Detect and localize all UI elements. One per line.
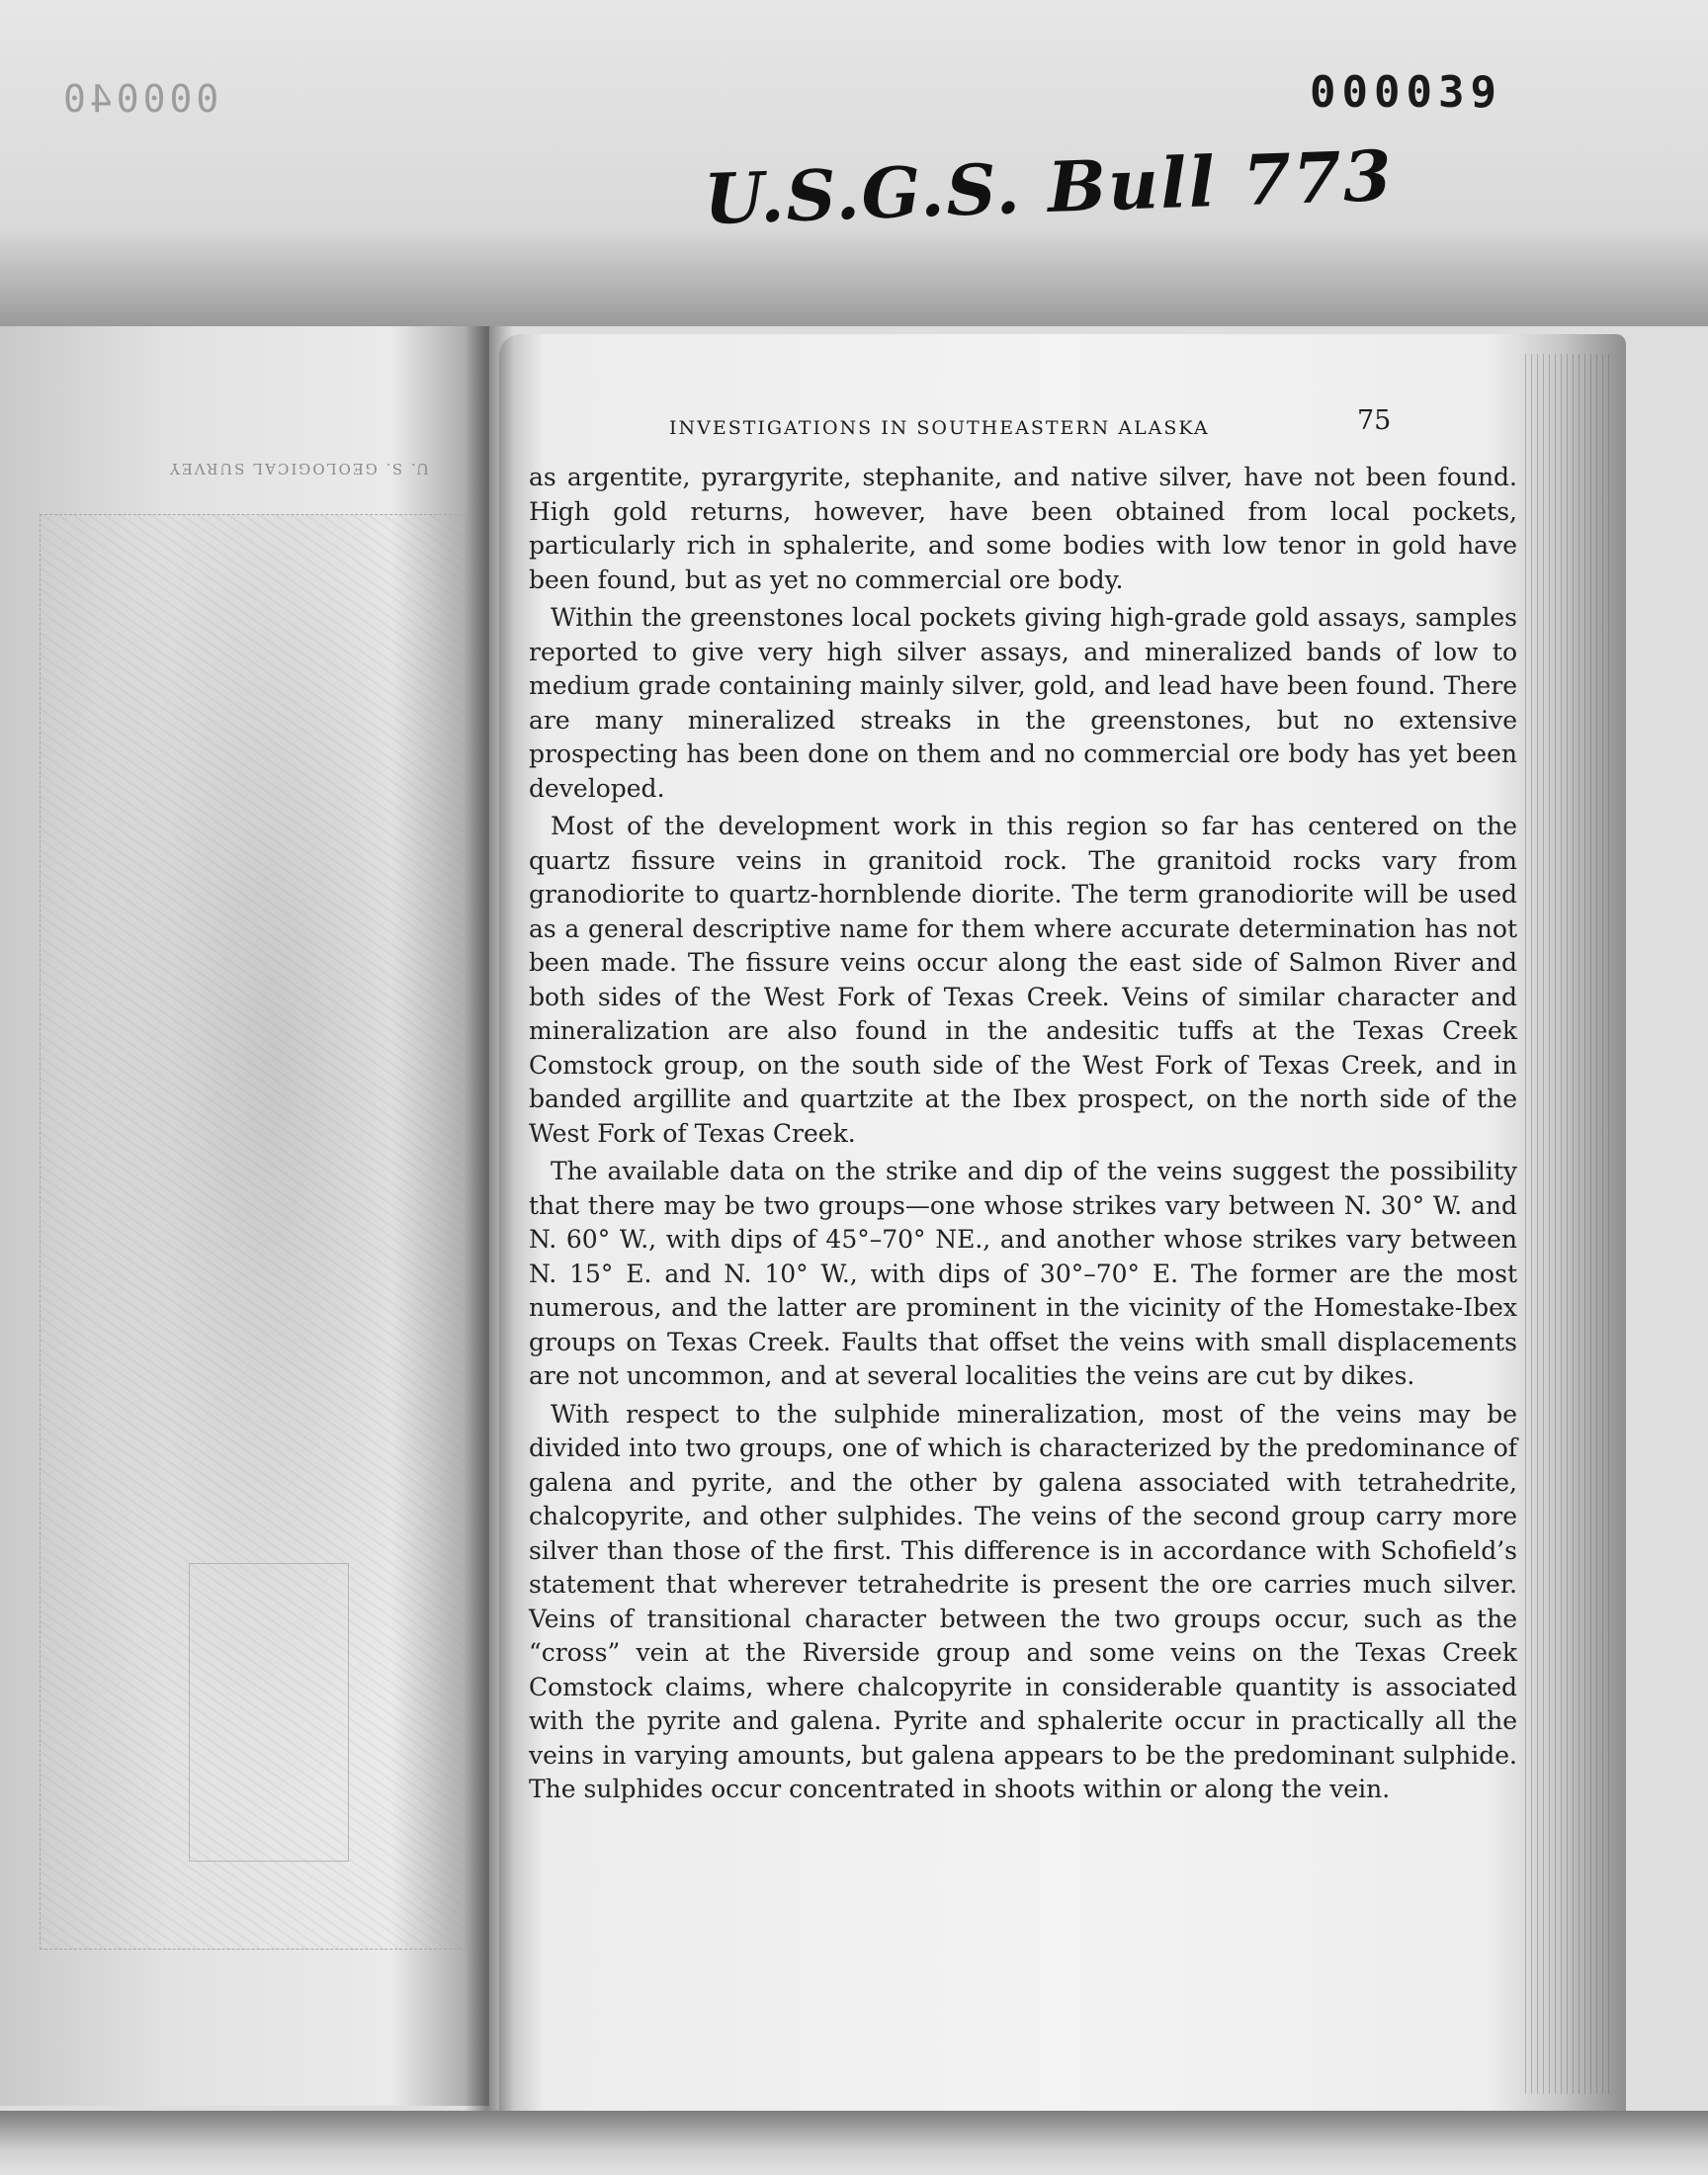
paragraph: Most of the development work in this region so far has centered on the quartz fissure veins in granitoid rock. The granitoid rocks vary from granodiorite to quartz-hornblende diorite. The term granodiorite will be used as a general descriptive name for them where accurate determination has not been made. The fissure veins occur along the east side of Salmon River and both sides of the West Fork of Texas Creek. Veins of similar character and mineralization are also found in the andesitic tuffs at the Texas Creek Comstock group, on the south side of the West Fork of Texas Creek, and in banded argillite and quartzite at the Ibex prospect, on the north side of the West Fork of Texas Creek. <box>529 812 1517 1148</box>
right-page <box>499 334 1626 2114</box>
paragraph: Within the greenstones local pockets giving high-grade gold assays, samples reported to give very high silver assays, and mineralized bands of low to medium grade containing mainly silver, gold, and lead have been found. There are many mineralized streaks in the greenstones, but no extensive prospecting has been done on them and no commercial ore body has yet been developed. <box>529 603 1517 803</box>
left-page-running-head: U. S. GEOLOGICAL SURVEY <box>168 460 429 478</box>
page-number: 75 <box>1357 405 1392 436</box>
running-head: INVESTIGATIONS IN SOUTHEASTERN ALASKA <box>669 417 1210 439</box>
page-edges <box>1525 354 1614 2094</box>
mirrored-stamp: 000040 <box>59 77 219 121</box>
handwritten-annotation: U.S.G.S. Bull 773 <box>702 133 1395 241</box>
geologic-map-plate <box>40 514 467 1950</box>
book-gutter <box>465 326 514 2155</box>
map-legend <box>189 1563 349 1862</box>
body-text <box>529 461 1517 1811</box>
paragraph: as argentite, pyrargyrite, stephanite, and native silver, have not been found. High gold returns, however, have been obtained from local pockets, particularly rich in sphalerite, and some bodies with low tenor in gold have been found, but as yet no commercial ore body. <box>529 463 1517 594</box>
paragraph: The available data on the strike and dip of the veins suggest the possibility that there may be two groups—one whose strikes vary between N. 30° W. and N. 60° W., with dips of 45°–70° NE., and another whose strikes vary between N. 15° E. and N. 10° W., with dips of 30°–70° E. The former are the most numerous, and the latter are prominent in the vicinity of the Homestake-Ibex groups on Texas Creek. Faults that offset the veins with small displacements are not uncommon, and at several localities the veins are cut by dikes. <box>529 1157 1517 1390</box>
document-number-stamp: 000039 <box>1310 67 1502 118</box>
left-page <box>0 326 489 2106</box>
scan-bottom-edge <box>0 2111 1708 2175</box>
paragraph: With respect to the sulphide mineralization, most of the veins may be divided into two groups, one of which is characterized by the predominance of galena and pyrite, and the other by galena associated with tetrahedrite, chalcopyrite, and other sulphides. The veins of the second group carry more silver than those of the first. This difference is in accordance with Schofield’s statement that wherever tetrahedrite is present the ore carries much silver. Veins of transitional character between the two groups occur, such as the “cross” vein at the Riverside group and some veins on the Texas Creek Comstock claims, where chalcopyrite in considerable quantity is associated with the pyrite and galena. Pyrite and sphalerite occur in practically all the veins in varying amounts, but galena appears to be the predominant sulphide. The sulphides occur concentrated in shoots within or along the vein. <box>529 1399 1517 1803</box>
